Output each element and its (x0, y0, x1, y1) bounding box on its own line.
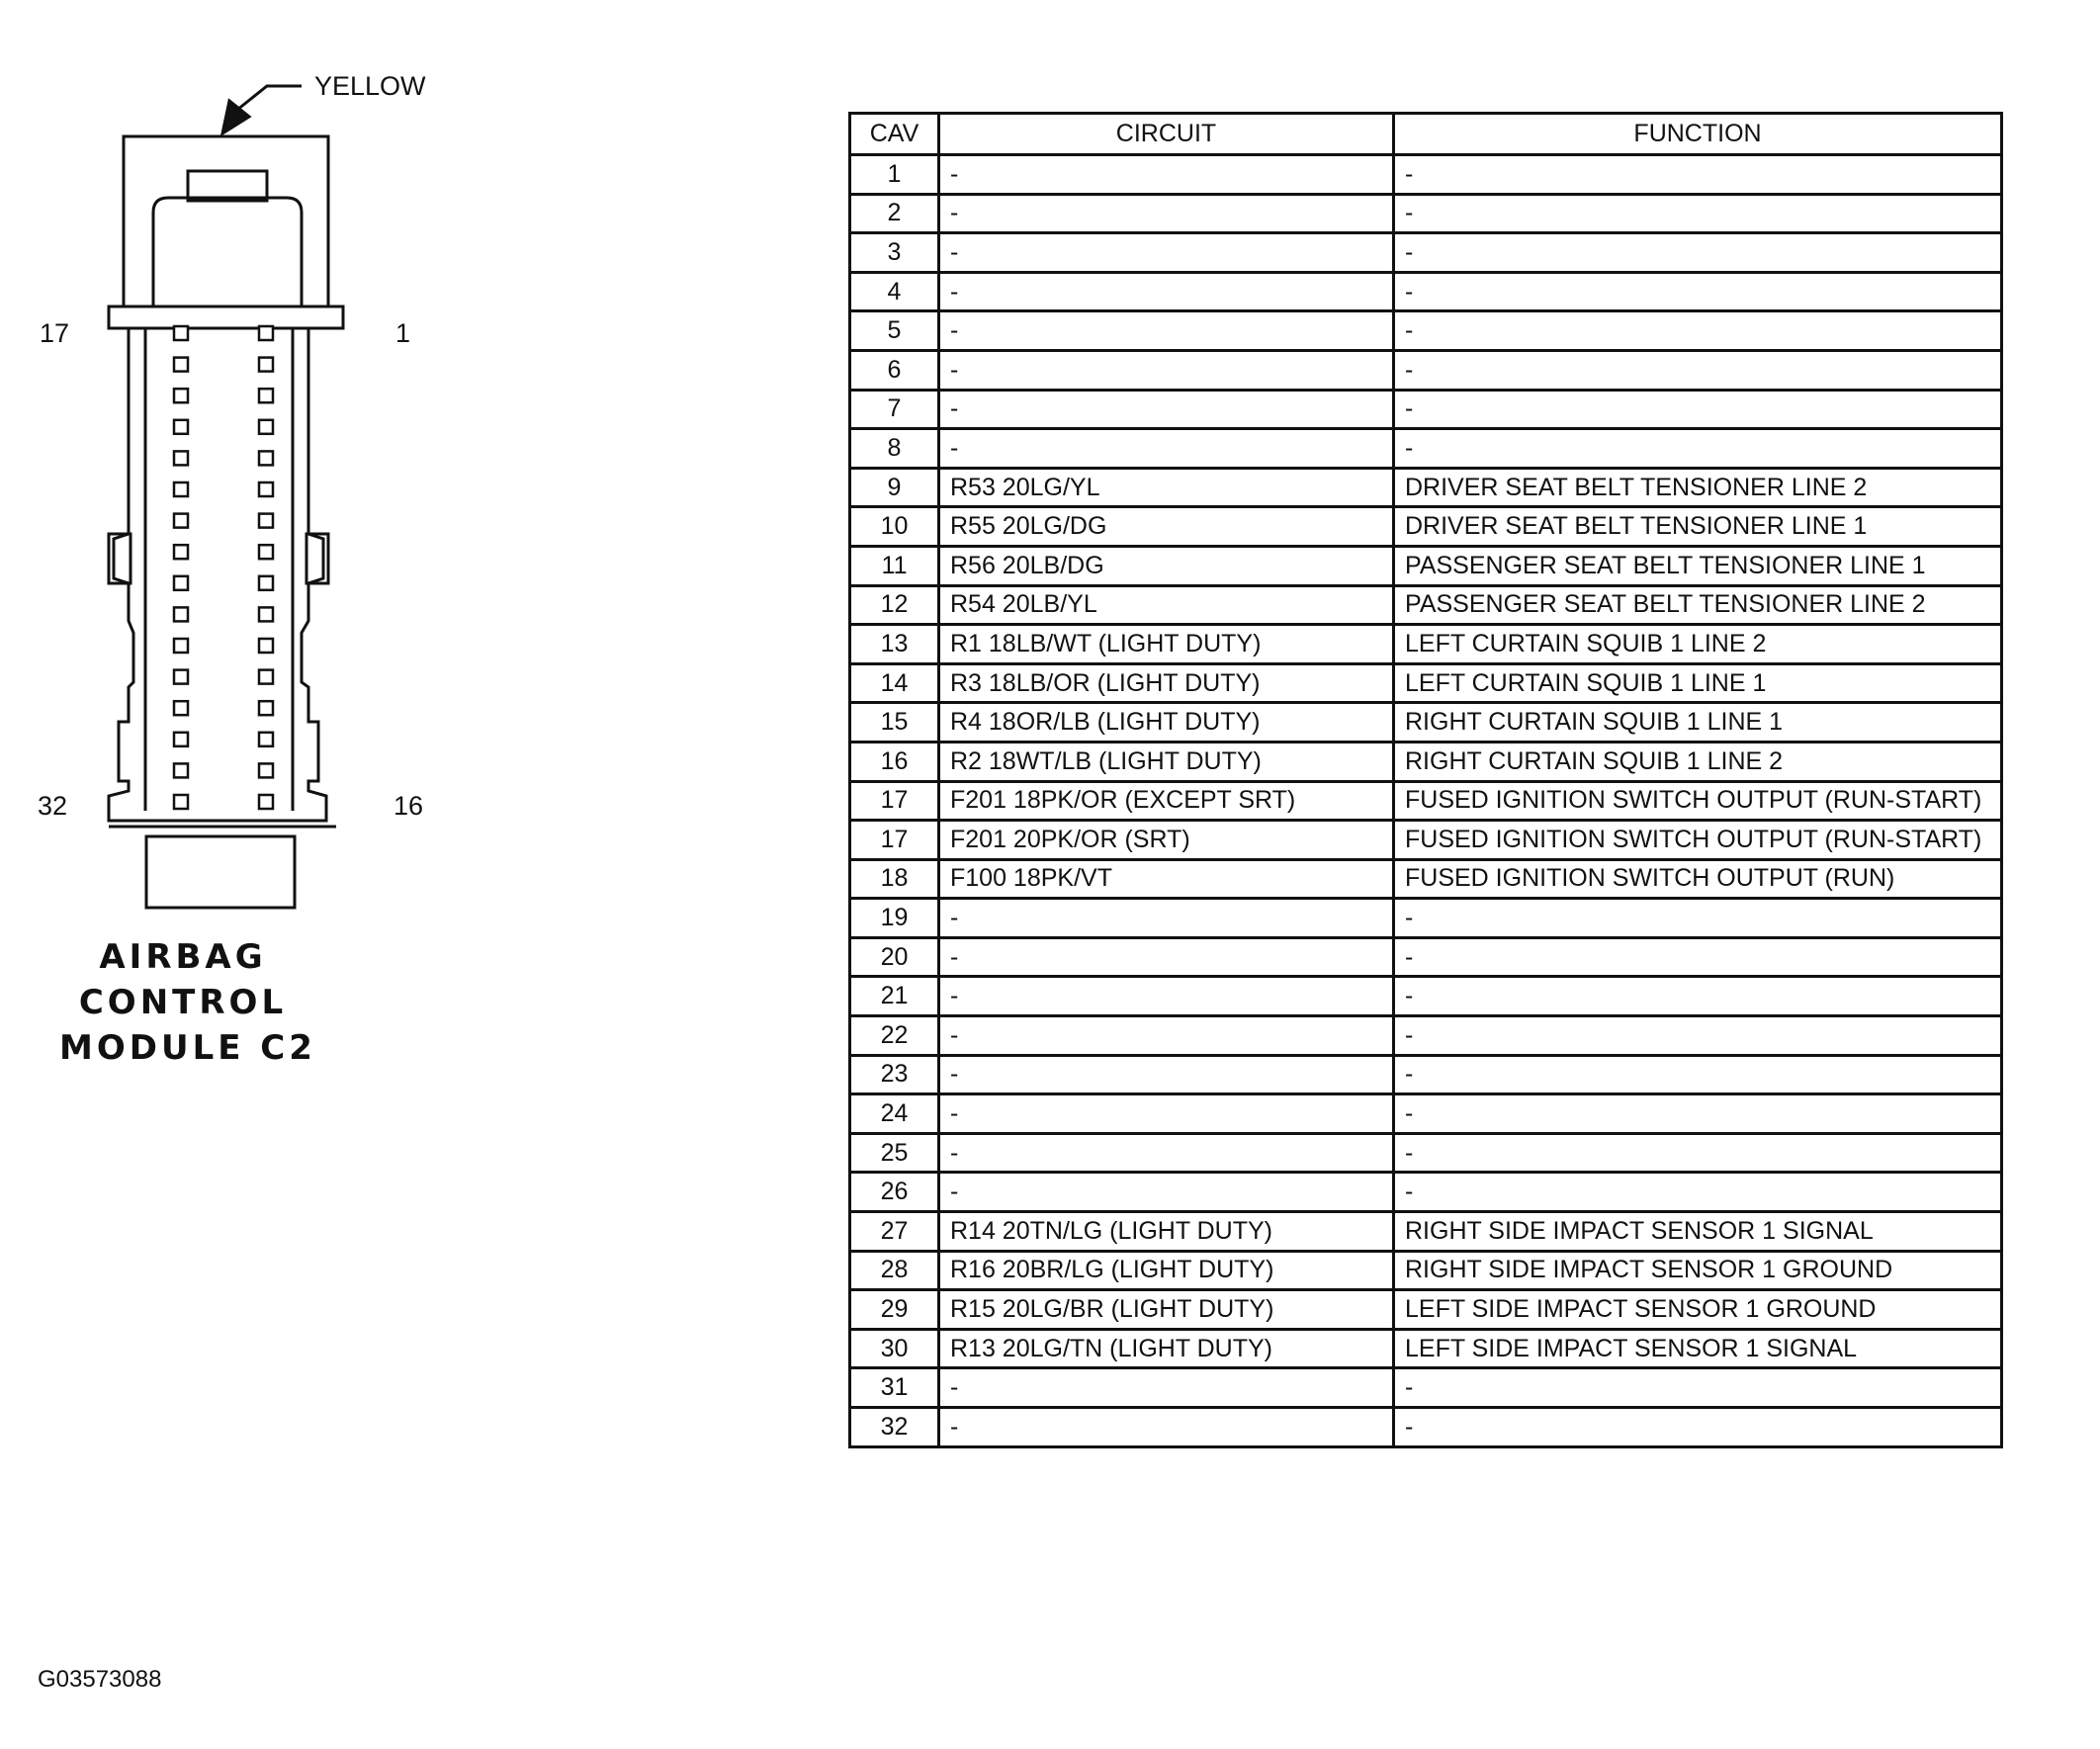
pin-label-16: 16 (394, 791, 424, 821)
table-header-row (850, 114, 2002, 155)
pin-cavity (259, 545, 273, 559)
connector-title-line-2: CONTROL (78, 983, 288, 1022)
function-cell: RIGHT SIDE IMPACT SENSOR 1 GROUND (1394, 1251, 2002, 1290)
function-cell: - (1394, 1173, 2002, 1212)
table-row (850, 311, 2002, 351)
function-cell: - (1394, 272, 2002, 311)
circuit-cell: - (939, 977, 1394, 1016)
circuit-cell: F100 18PK/VT (939, 859, 1394, 899)
connector-title-line-1: AIRBAG (99, 937, 267, 977)
header-function: FUNCTION (1394, 114, 2002, 155)
pin-cavity (259, 795, 273, 809)
pin-cavity (174, 795, 188, 809)
circuit-cell: R14 20TN/LG (LIGHT DUTY) (939, 1212, 1394, 1252)
circuit-cell: - (939, 390, 1394, 429)
cav-cell: 20 (850, 937, 939, 977)
function-cell: - (1394, 1094, 2002, 1134)
function-cell: - (1394, 429, 2002, 469)
table-row (850, 233, 2002, 273)
pin-cavity (259, 389, 273, 402)
table-row (850, 194, 2002, 233)
circuit-cell: - (939, 272, 1394, 311)
cav-cell: 28 (850, 1251, 939, 1290)
table-row (850, 742, 2002, 781)
table-row (850, 899, 2002, 938)
circuit-cell: - (939, 1016, 1394, 1056)
function-cell: - (1394, 1133, 2002, 1173)
circuit-cell: - (939, 233, 1394, 273)
pinout-table (848, 112, 2003, 1448)
pin-label-1: 1 (395, 318, 411, 348)
function-cell: - (1394, 899, 2002, 938)
table-row (850, 1290, 2002, 1330)
cav-cell: 14 (850, 663, 939, 703)
function-cell: - (1394, 937, 2002, 977)
circuit-cell: - (939, 194, 1394, 233)
cav-cell: 30 (850, 1329, 939, 1368)
circuit-cell: R13 20LG/TN (LIGHT DUTY) (939, 1329, 1394, 1368)
pin-cavity (174, 482, 188, 496)
function-cell: FUSED IGNITION SWITCH OUTPUT (RUN-START) (1394, 781, 2002, 821)
table-row (850, 468, 2002, 507)
cav-cell: 8 (850, 429, 939, 469)
cav-cell: 10 (850, 507, 939, 547)
cav-cell: 31 (850, 1368, 939, 1408)
table-row (850, 1329, 2002, 1368)
function-cell: DRIVER SEAT BELT TENSIONER LINE 1 (1394, 507, 2002, 547)
pin-cavity (259, 639, 273, 653)
table-row (850, 585, 2002, 625)
cav-cell: 21 (850, 977, 939, 1016)
pin-cavity (174, 326, 188, 340)
circuit-cell: F201 18PK/OR (EXCEPT SRT) (939, 781, 1394, 821)
table-row (850, 1212, 2002, 1252)
cav-cell: 17 (850, 821, 939, 860)
cav-cell: 13 (850, 625, 939, 664)
cav-cell: 19 (850, 899, 939, 938)
function-cell: - (1394, 1408, 2002, 1447)
pin-cavity (259, 733, 273, 746)
cav-cell: 24 (850, 1094, 939, 1134)
table-row (850, 859, 2002, 899)
circuit-cell: R3 18LB/OR (LIGHT DUTY) (939, 663, 1394, 703)
cav-cell: 4 (850, 272, 939, 311)
circuit-cell: F201 20PK/OR (SRT) (939, 821, 1394, 860)
cav-cell: 2 (850, 194, 939, 233)
table-row (850, 1016, 2002, 1056)
table-row (850, 155, 2002, 195)
table-row (850, 663, 2002, 703)
table-row (850, 1408, 2002, 1447)
pin-cavity (174, 733, 188, 746)
function-cell: RIGHT CURTAIN SQUIB 1 LINE 1 (1394, 703, 2002, 743)
cav-cell: 23 (850, 1055, 939, 1094)
table-row (850, 1368, 2002, 1408)
table-row (850, 429, 2002, 469)
cav-cell: 15 (850, 703, 939, 743)
cav-cell: 9 (850, 468, 939, 507)
circuit-cell: - (939, 1133, 1394, 1173)
circuit-cell: R55 20LG/DG (939, 507, 1394, 547)
table-row (850, 977, 2002, 1016)
pin-cavity (174, 358, 188, 372)
cav-cell: 27 (850, 1212, 939, 1252)
function-cell: - (1394, 155, 2002, 195)
cav-cell: 32 (850, 1408, 939, 1447)
pin-cavity (259, 482, 273, 496)
pin-cavity (259, 326, 273, 340)
header-cav: CAV (850, 114, 939, 155)
table-row (850, 1055, 2002, 1094)
table-row (850, 703, 2002, 743)
function-cell: FUSED IGNITION SWITCH OUTPUT (RUN) (1394, 859, 2002, 899)
pin-cavity (174, 451, 188, 465)
cav-cell: 7 (850, 390, 939, 429)
function-cell: - (1394, 1368, 2002, 1408)
pin-label-17: 17 (40, 318, 70, 348)
cav-cell: 3 (850, 233, 939, 273)
pin-cavity (259, 514, 273, 528)
table-row (850, 350, 2002, 390)
function-cell: DRIVER SEAT BELT TENSIONER LINE 2 (1394, 468, 2002, 507)
cav-cell: 26 (850, 1173, 939, 1212)
pin-cavity (259, 358, 273, 372)
circuit-cell: R15 20LG/BR (LIGHT DUTY) (939, 1290, 1394, 1330)
circuit-cell: R2 18WT/LB (LIGHT DUTY) (939, 742, 1394, 781)
circuit-cell: - (939, 1055, 1394, 1094)
table-row (850, 272, 2002, 311)
function-cell: PASSENGER SEAT BELT TENSIONER LINE 2 (1394, 585, 2002, 625)
pin-cavity (259, 607, 273, 621)
header-circuit: CIRCUIT (939, 114, 1394, 155)
pin-cavity (259, 576, 273, 590)
function-cell: FUSED IGNITION SWITCH OUTPUT (RUN-START) (1394, 821, 2002, 860)
table-row (850, 937, 2002, 977)
function-cell: - (1394, 390, 2002, 429)
pin-label-32: 32 (38, 791, 68, 821)
figure-id: G03573088 (38, 1666, 162, 1693)
circuit-cell: R54 20LB/YL (939, 585, 1394, 625)
table-row (850, 507, 2002, 547)
cav-cell: 17 (850, 781, 939, 821)
connector-diagram (0, 0, 593, 1137)
table-row (850, 1251, 2002, 1290)
pin-cavity (259, 420, 273, 434)
circuit-cell: - (939, 937, 1394, 977)
circuit-cell: R4 18OR/LB (LIGHT DUTY) (939, 703, 1394, 743)
cav-cell: 5 (850, 311, 939, 351)
pin-cavity (174, 701, 188, 715)
circuit-cell: - (939, 1408, 1394, 1447)
connector-title-line-3: MODULE C2 (59, 1028, 316, 1068)
cav-cell: 1 (850, 155, 939, 195)
circuit-cell: - (939, 899, 1394, 938)
cav-cell: 12 (850, 585, 939, 625)
pin-cavity (174, 420, 188, 434)
circuit-cell: - (939, 429, 1394, 469)
pin-cavity (259, 451, 273, 465)
table-row (850, 781, 2002, 821)
function-cell: LEFT SIDE IMPACT SENSOR 1 GROUND (1394, 1290, 2002, 1330)
pin-cavity (259, 763, 273, 777)
pin-cavity (174, 514, 188, 528)
pin-cavity (174, 670, 188, 684)
pin-cavity (174, 545, 188, 559)
pin-cavity (174, 639, 188, 653)
function-cell: PASSENGER SEAT BELT TENSIONER LINE 1 (1394, 546, 2002, 585)
table-row (850, 390, 2002, 429)
circuit-cell: R56 20LB/DG (939, 546, 1394, 585)
function-cell: - (1394, 233, 2002, 273)
cav-cell: 11 (850, 546, 939, 585)
cav-cell: 18 (850, 859, 939, 899)
function-cell: - (1394, 350, 2002, 390)
circuit-cell: - (939, 1368, 1394, 1408)
circuit-cell: R16 20BR/LG (LIGHT DUTY) (939, 1251, 1394, 1290)
function-cell: LEFT SIDE IMPACT SENSOR 1 SIGNAL (1394, 1329, 2002, 1368)
table-row (850, 1133, 2002, 1173)
circuit-cell: - (939, 350, 1394, 390)
circuit-cell: - (939, 311, 1394, 351)
circuit-cell: R53 20LG/YL (939, 468, 1394, 507)
circuit-cell: R1 18LB/WT (LIGHT DUTY) (939, 625, 1394, 664)
color-callout-label: YELLOW (314, 71, 426, 101)
cav-cell: 6 (850, 350, 939, 390)
table-row (850, 1173, 2002, 1212)
cav-cell: 25 (850, 1133, 939, 1173)
cav-cell: 29 (850, 1290, 939, 1330)
pin-cavity (174, 763, 188, 777)
pin-cavity (174, 576, 188, 590)
function-cell: LEFT CURTAIN SQUIB 1 LINE 1 (1394, 663, 2002, 703)
cav-cell: 16 (850, 742, 939, 781)
function-cell: - (1394, 194, 2002, 233)
cav-cell: 22 (850, 1016, 939, 1056)
pin-cavity (259, 701, 273, 715)
pin-cavity (259, 670, 273, 684)
function-cell: - (1394, 977, 2002, 1016)
connector-title (59, 934, 316, 1071)
table-row (850, 625, 2002, 664)
pin-cavity (174, 607, 188, 621)
circuit-cell: - (939, 1094, 1394, 1134)
function-cell: RIGHT CURTAIN SQUIB 1 LINE 2 (1394, 742, 2002, 781)
table-row (850, 1094, 2002, 1134)
circuit-cell: - (939, 1173, 1394, 1212)
function-cell: - (1394, 311, 2002, 351)
function-cell: - (1394, 1055, 2002, 1094)
function-cell: RIGHT SIDE IMPACT SENSOR 1 SIGNAL (1394, 1212, 2002, 1252)
table-row (850, 546, 2002, 585)
pin-cavity (174, 389, 188, 402)
table-row (850, 821, 2002, 860)
function-cell: - (1394, 1016, 2002, 1056)
function-cell: LEFT CURTAIN SQUIB 1 LINE 2 (1394, 625, 2002, 664)
circuit-cell: - (939, 155, 1394, 195)
